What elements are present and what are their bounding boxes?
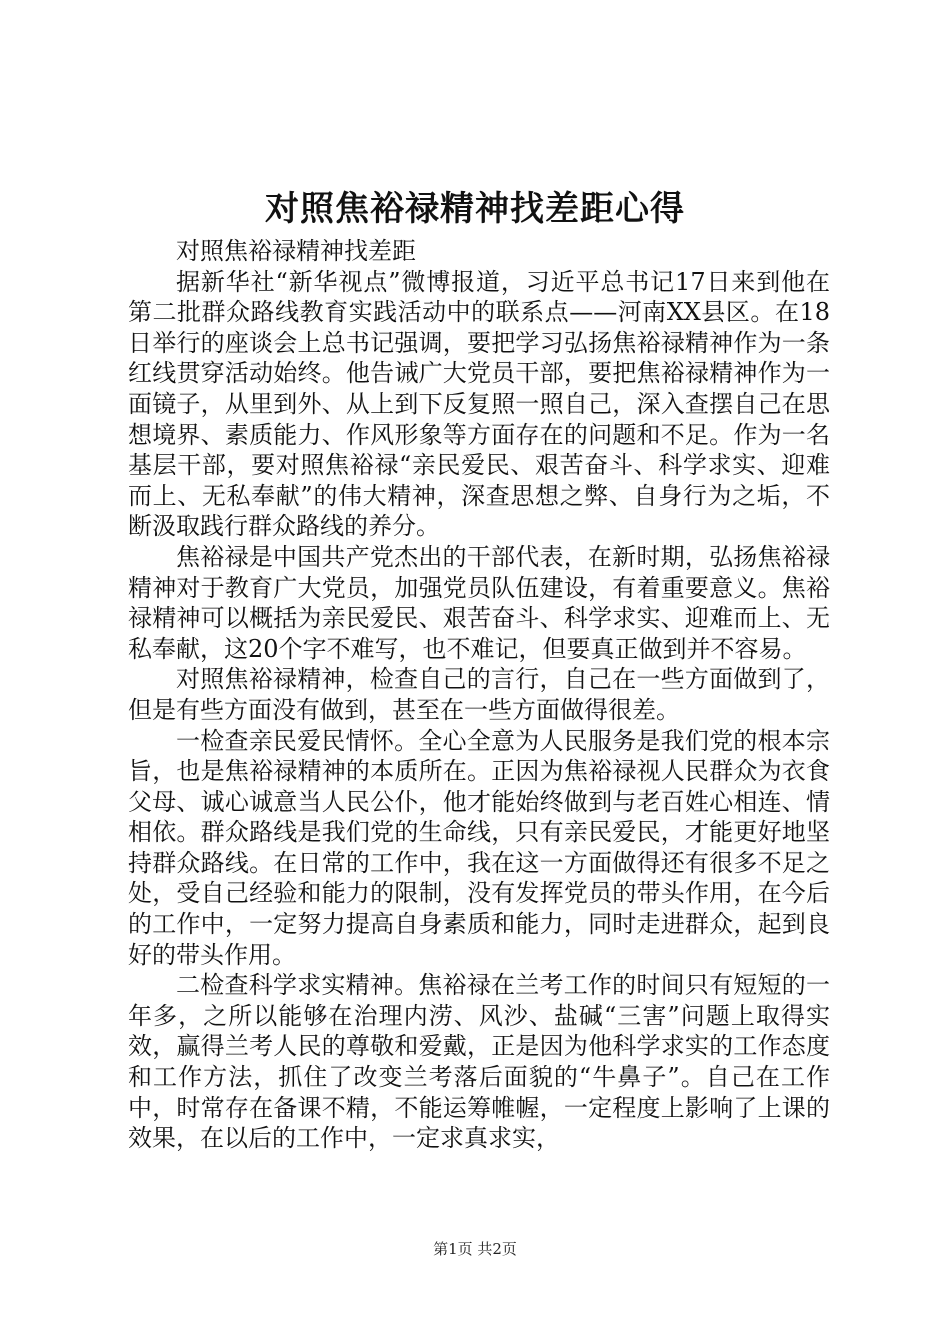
paragraph-check-one: 一检查亲民爱民情怀。全心全意为人民服务是我们党的根本宗旨，也是焦裕禄精神的本质所在。正因为焦裕禄视人民群众为衣食父母、诚心诚意当人民公仆，他才能始终做到与老百姓心相连、情相依。群众路线是我们党的生命线，只有亲民爱民，才能更好地坚持群众路线。在日常的工作中，我在这一方面做得还有很多不足之处，受自己经验和能力的限制，没有发挥党员的带头作用，在今后的工作中，一定努力提高自身素质和能力，同时走进群众，起到良好的带头作用。 [128,726,830,969]
paragraph-news-report: 据新华社“新华视点”微博报道，习近平总书记17日来到他在第二批群众路线教育实践活动中的联系点——河南XX县区。在18日举行的座谈会上总书记强调，要把学习弘扬焦裕禄精神作为一条红线贯穿活动始终。他告诫广大党员干部，要把焦裕禄精神作为一面镜子，从里到外、从上到下反复照一照自己，深入查摆自己在思想境界、素质能力、作风形象等方面存在的问题和不足。作为一名基层干部，要对照焦裕禄“亲民爱民、艰苦奋斗、科学求实、迎难而上、无私奉献”的伟大精神，深查思想之弊、自身行为之垢，不断汲取践行群众路线的养分。 [128,267,830,541]
paragraph-subtitle: 对照焦裕禄精神找差距 [176,237,416,265]
page-number-footer: 第1页 共2页 [433,1240,517,1258]
paragraph-self-check: 对照焦裕禄精神，检查自己的言行，自己在一些方面做到了，但是有些方面没有做到，甚至在一些方面做得很差。 [128,665,830,724]
paragraph-jiao-yulu-intro: 焦裕禄是中国共产党杰出的干部代表，在新时期，弘扬焦裕禄精神对于教育广大党员，加强党员队伍建设，有着重要意义。焦裕禄精神可以概括为亲民爱民、艰苦奋斗、科学求实、迎难而上、无私奉献，这20个字不难写，也不难记，但要真正做到并不容易。 [128,542,830,663]
document-title: 对照焦裕禄精神找差距心得 [265,189,685,229]
paragraph-check-two: 二检查科学求实精神。焦裕禄在兰考工作的时间只有短短的一年多，之所以能够在治理内涝、风沙、盐碱“三害”问题上取得实效，赢得兰考人民的尊敬和爱戴，正是因为他科学求实的工作态度和工作方法，抓住了改变兰考落后面貌的“牛鼻子”。自己在工作中，时常存在备课不精，不能运筹帷幄，一定程度上影响了上课的效果，在以后的工作中，一定求真求实， [128,971,830,1153]
document-body [128,236,830,1154]
